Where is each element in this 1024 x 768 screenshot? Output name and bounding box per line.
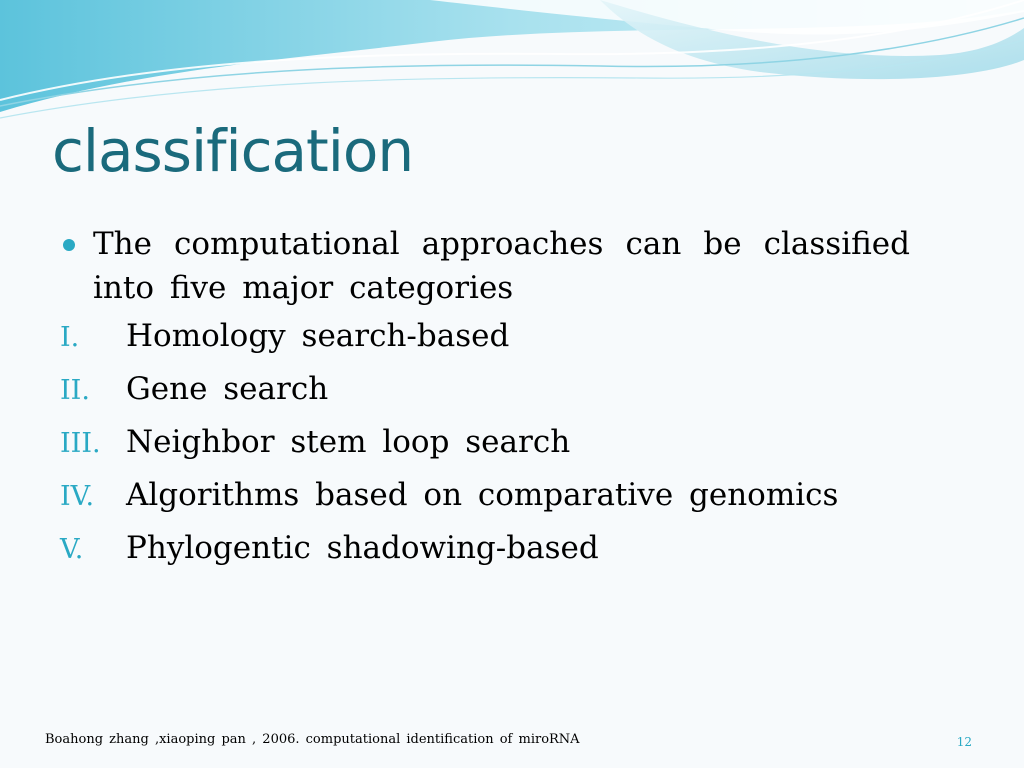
list-item-text: Neighbor stem loop search: [126, 424, 571, 460]
list-item-marker: II.: [60, 375, 90, 406]
list-item: [60, 318, 910, 371]
list-item: [60, 424, 910, 477]
list-item-text: Homology search-based: [126, 318, 510, 354]
list-item: [60, 371, 910, 424]
bullet-text: The computational approaches can be classified into five major categories: [93, 226, 910, 306]
list-item-marker: I.: [60, 322, 80, 353]
footer-citation: Boahong zhang ,xiaoping pan , 2006. computational identification of miroRNA: [45, 732, 580, 747]
header-wave-decoration: [0, 0, 1024, 130]
list-item-marker: III.: [60, 428, 101, 459]
list-item-text: Phylogentic shadowing-based: [126, 530, 599, 566]
slide-title: classification: [52, 117, 414, 185]
slide-body: [60, 222, 910, 583]
list-item-text: Gene search: [126, 371, 329, 407]
list-item-marker: IV.: [60, 481, 95, 512]
numbered-list: [60, 318, 910, 583]
list-item: [60, 530, 910, 583]
bullet-point: [60, 222, 910, 310]
page-number: 12: [956, 735, 972, 749]
list-item-text: Algorithms based on comparative genomics: [126, 477, 839, 513]
bullet-dot-icon: [63, 239, 75, 251]
list-item: [60, 477, 910, 530]
list-item-marker: V.: [60, 534, 84, 565]
